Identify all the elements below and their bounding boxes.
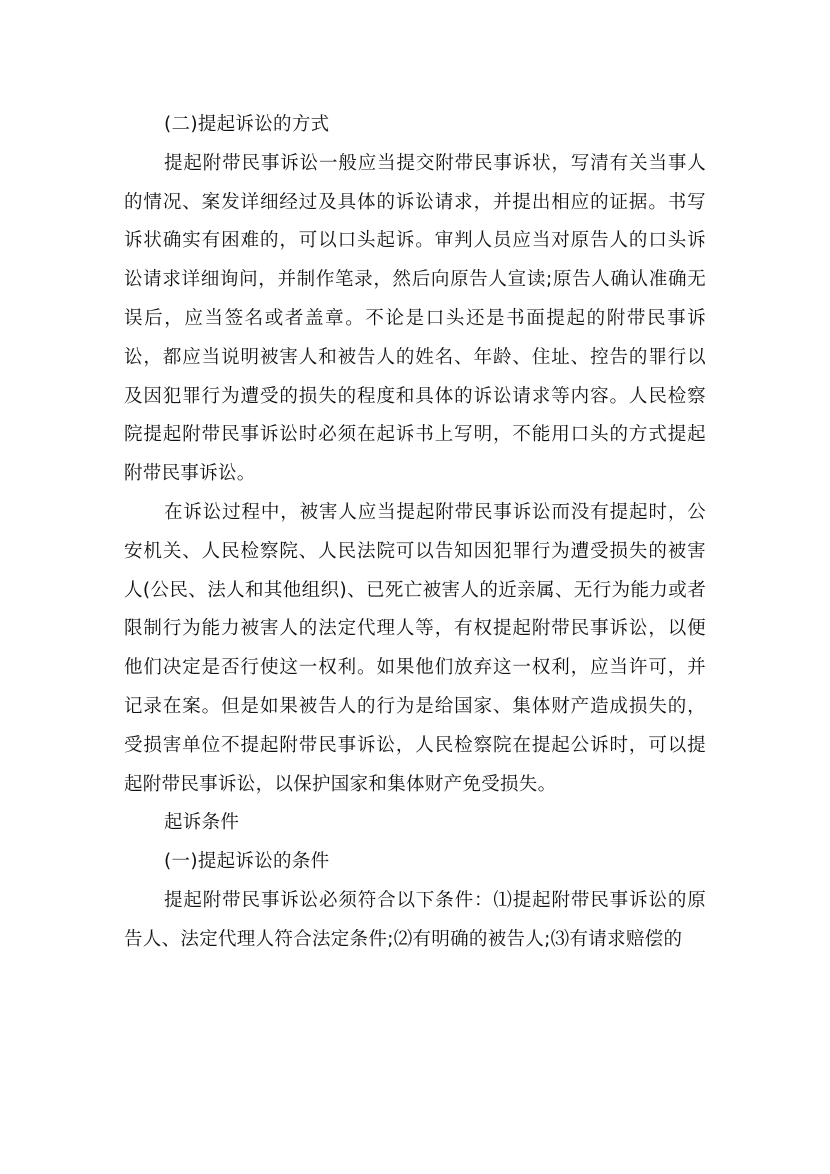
section-heading: 起诉条件 — [164, 812, 240, 834]
subsection-heading: (一)提起诉讼的条件 — [164, 851, 330, 873]
document-body — [124, 106, 706, 960]
paragraph: 在诉讼过程中，被害人应当提起附带民事诉讼而没有提起时，公安机关、人民检察院、人民法院可以告知因犯罪行为遭受损失的被害人(公民、法人和其他组织)、已死亡被害人的近亲属、无行为能力或者限制行为能力被害人的法定代理人等，有权提起附带民事诉讼，以便他们决定是否行使这一权利。如果他们放弃这一权利，应当许可，并记录在案。但是如果被告人的行为是给国家、集体财产造成损失的，受损害单位不提起附带民事诉讼，人民检察院在提起公诉时，可以提起附带民事诉讼，以保护国家和集体财产免受损失。 — [124, 501, 706, 795]
paragraph: 提起附带民事诉讼一般应当提交附带民事诉状，写清有关当事人的情况、案发详细经过及具体的诉讼请求，并提出相应的证据。书写诉状确实有困难的，可以口头起诉。审判人员应当对原告人的口头诉讼请求详细询问，并制作笔录，然后向原告人宣读;原告人确认准确无误后，应当签名或者盖章。不论是口头还是书面提起的附带民事诉讼，都应当说明被害人和被告人的姓名、年龄、住址、控告的罪行以及因犯罪行为遭受的损失的程度和具体的诉讼请求等内容。人民检察院提起附带民事诉讼时必须在起诉书上写明，不能用口头的方式提起附带民事诉讼。 — [124, 152, 706, 485]
section-heading: (二)提起诉讼的方式 — [164, 114, 330, 135]
paragraph: 提起附带民事诉讼必须符合以下条件：⑴提起附带民事诉讼的原告人、法定代理人符合法定条件;⑵有明确的被告人;⑶有请求赔偿的 — [124, 889, 706, 950]
